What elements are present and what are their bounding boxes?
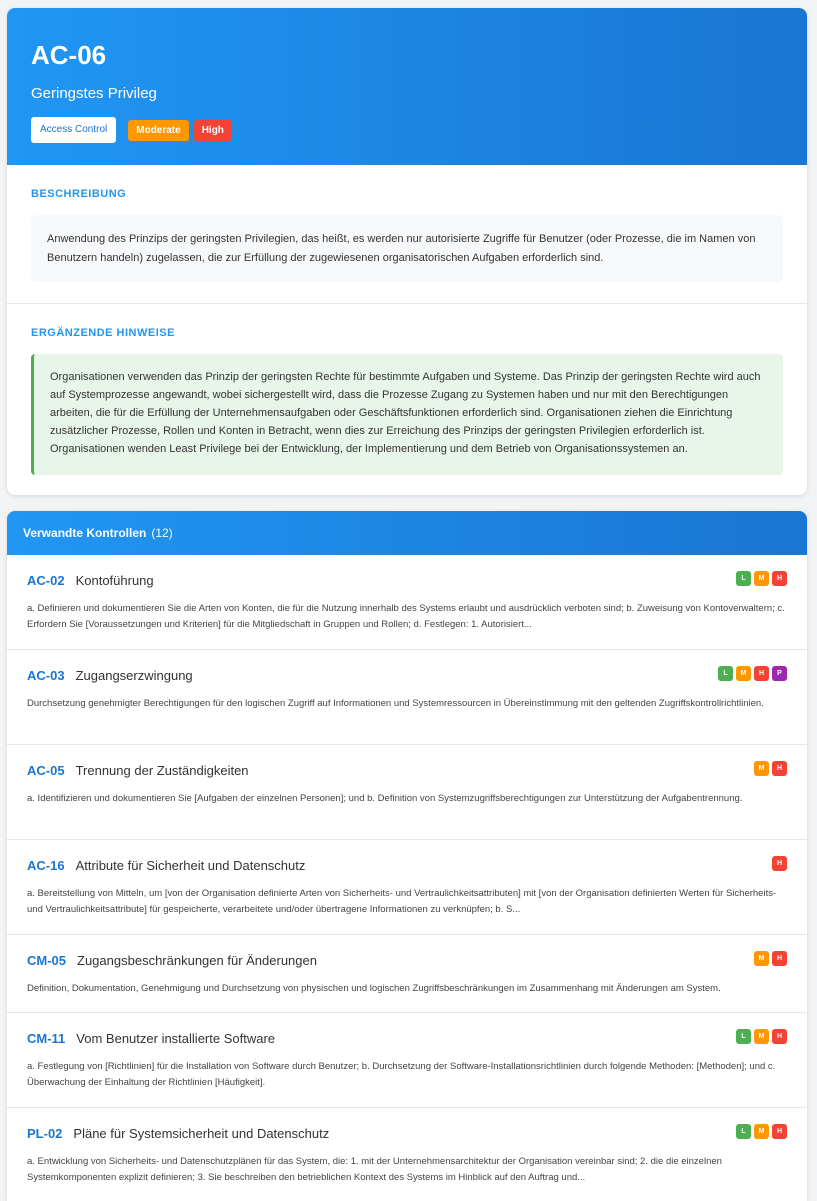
description-heading: BESCHREIBUNG (31, 188, 127, 200)
description-section (7, 165, 807, 282)
baseline-chip-h: H (772, 761, 787, 776)
badge-row (31, 117, 783, 143)
baseline-chip-l: L (736, 571, 751, 586)
baseline-chip-m: M (754, 571, 769, 586)
baseline-chip-m: M (754, 761, 769, 776)
baseline-chip-h: H (754, 666, 769, 681)
notes-heading: ERGÄNZENDE HINWEISE (31, 327, 175, 339)
baseline-chips (715, 666, 787, 681)
related-control-name: Kontoführung (75, 573, 154, 588)
baseline-chip-m: M (754, 1124, 769, 1139)
related-control-description: Durchsetzung genehmigter Berechtigungen für den logischen Zugriff auf Informationen und Systemressourcen in Übereinstimmung mit den geltenden Zugriffskontrollrichtlinien. (27, 698, 764, 709)
related-control-name: Pläne für Systemsicherheit und Datenschutz (73, 1126, 330, 1141)
related-control-title (27, 858, 787, 873)
related-control-description: a. Definieren und dokumentieren Sie die Arten von Konten, die für die Nutzung innerhalb des Systems erlaubt und ausdrücklich verboten sind; b. Zuweisung von Kontoverwaltern; c. Erfordern Sie [Voraussetzungen und Kriterien] für die Mitgliedschaft in Gruppen und Rollen; d. Festlegen: 1. Autorisiert... (27, 603, 785, 630)
related-control-title (27, 1126, 787, 1141)
related-control-item[interactable] (7, 840, 807, 935)
related-controls-list (7, 555, 807, 1201)
related-control-id[interactable]: CM-11 (27, 1031, 66, 1046)
notes-text: Organisationen verwenden das Prinzip der geringsten Rechte für bestimmte Aufgaben und Systeme. Das Prinzip der geringsten Rechte wird auch auf Systemprozesse angewandt, wobei sichergestellt wird, dass die Prozesse Zugang zu Systemen haben und nur mit den Berechtigungen arbeiten, die für die Erfüllung der Unternehmensaufgaben oder Geschäftsfunktionen erforderlich sind. Organisationen ziehen die Einrichtung zusätzlicher Prozesse, Rollen und Konten in Betracht, wenn dies zur Erreichung des Prinzips der geringsten Privilegien erforderlich ist. Organisationen wenden Least Privilege bei der Entwicklung, der Implementierung und dem Betrieb von Organisationssystemen an. (31, 354, 783, 475)
related-control-id[interactable]: AC-05 (27, 763, 65, 778)
baseline-badge-moderate: Moderate (128, 120, 188, 141)
related-control-item[interactable] (7, 1013, 807, 1108)
baseline-chips (751, 761, 787, 776)
baseline-chip-l: L (736, 1029, 751, 1044)
baseline-chip-h: H (772, 1029, 787, 1044)
related-control-id[interactable]: AC-03 (27, 668, 65, 683)
related-control-item[interactable] (7, 650, 807, 745)
related-control-item[interactable] (7, 745, 807, 840)
baseline-chip-h: H (772, 951, 787, 966)
baseline-chip-h: H (772, 571, 787, 586)
baseline-chip-m: M (736, 666, 751, 681)
related-control-name: Zugangsbeschränkungen für Änderungen (77, 953, 317, 968)
baseline-chip-l: L (718, 666, 733, 681)
related-control-title (27, 953, 787, 968)
related-control-id[interactable]: AC-16 (27, 858, 65, 873)
notes-section (7, 304, 807, 475)
related-control-description: a. Identifizieren und dokumentieren Sie [Aufgaben der einzelnen Personen]; und b. Definition von Systemzugriffsberechtigungen zur Unterstützung der Aufgabentrennung. (27, 793, 743, 804)
related-control-id[interactable]: CM-05 (27, 953, 67, 968)
baseline-chip-h: H (772, 1124, 787, 1139)
control-id: AC-06 (31, 40, 107, 70)
baseline-chip-m: M (754, 951, 769, 966)
baseline-chips (733, 571, 787, 586)
control-title: Geringstes Privileg (31, 85, 157, 102)
related-control-title (27, 763, 787, 778)
related-control-item[interactable] (7, 935, 807, 1013)
baseline-chip-m: M (754, 1029, 769, 1044)
related-control-name: Vom Benutzer installierte Software (76, 1031, 276, 1046)
control-detail-card (7, 8, 807, 495)
related-control-title (27, 1031, 787, 1046)
related-control-id[interactable]: PL-02 (27, 1126, 63, 1141)
related-controls-header (7, 511, 807, 555)
related-controls-count: (12) (151, 526, 173, 540)
related-control-title (27, 573, 787, 588)
baseline-chips (751, 951, 787, 966)
related-control-name: Trennung der Zuständigkeiten (75, 763, 249, 778)
related-control-name: Attribute für Sicherheit und Datenschutz (75, 858, 306, 873)
control-header (7, 8, 807, 165)
related-control-description: a. Bereitstellung von Mitteln, um [von der Organisation definierte Arten von Sicherheits- und Vertraulichkeitsattributen] mit [von der Organisation definierten Werten für Sicherheits- und Vertraulichkeitsattribute] für gespeicherte, verarbeitete und/oder übertragene Informationen zu verknüpfen; b. S... (27, 888, 777, 915)
related-control-item[interactable] (7, 555, 807, 650)
related-control-description: a. Festlegung von [Richtlinien] für die Installation von Software durch Benutzer; b. Durchsetzung der Software-Installationsrichtlinien durch folgende Methoden: [Methoden]; und c. Überwachung der Einhaltung der Richtlinien [Häufigkeit]. (27, 1061, 776, 1088)
baseline-chips (769, 856, 787, 871)
family-badge[interactable]: Access Control (31, 117, 116, 143)
baseline-chips (733, 1029, 787, 1044)
baseline-badge-high: High (194, 120, 232, 141)
baseline-chip-h: H (772, 856, 787, 871)
related-control-description: a. Entwicklung von Sicherheits- und Datenschutzplänen für das System, die: 1. mit der Unternehmensarchitektur der Organisation vereinbar sind; 2. die die einzelnen Systemkomponenten explizit definieren; 3. Sie beschreiben den betrieblichen Kontext des Systems im Hinblick auf den Auftrag und... (27, 1156, 722, 1183)
related-controls-card (7, 511, 807, 1201)
related-controls-heading: Verwandte Kontrollen (23, 526, 147, 540)
baseline-chips (733, 1124, 787, 1139)
description-text: Anwendung des Prinzips der geringsten Privilegien, das heißt, es werden nur autorisierte Zugriffe für Benutzer (oder Prozesse, die im Namen von Benutzern handeln) zugelassen, die zur Erfüllung der zugewiesenen organisatorischen Aufgaben erforderlich sind. (31, 215, 783, 282)
related-control-title (27, 668, 787, 683)
related-control-item[interactable] (7, 1108, 807, 1201)
related-control-description: Definition, Dokumentation, Genehmigung und Durchsetzung von physischen und logischen Zugriffsbeschränkungen im Zusammenhang mit Änderungen am System. (27, 983, 721, 994)
related-control-name: Zugangserzwingung (75, 668, 193, 683)
baseline-chip-p: P (772, 666, 787, 681)
related-control-id[interactable]: AC-02 (27, 573, 65, 588)
baseline-chip-l: L (736, 1124, 751, 1139)
